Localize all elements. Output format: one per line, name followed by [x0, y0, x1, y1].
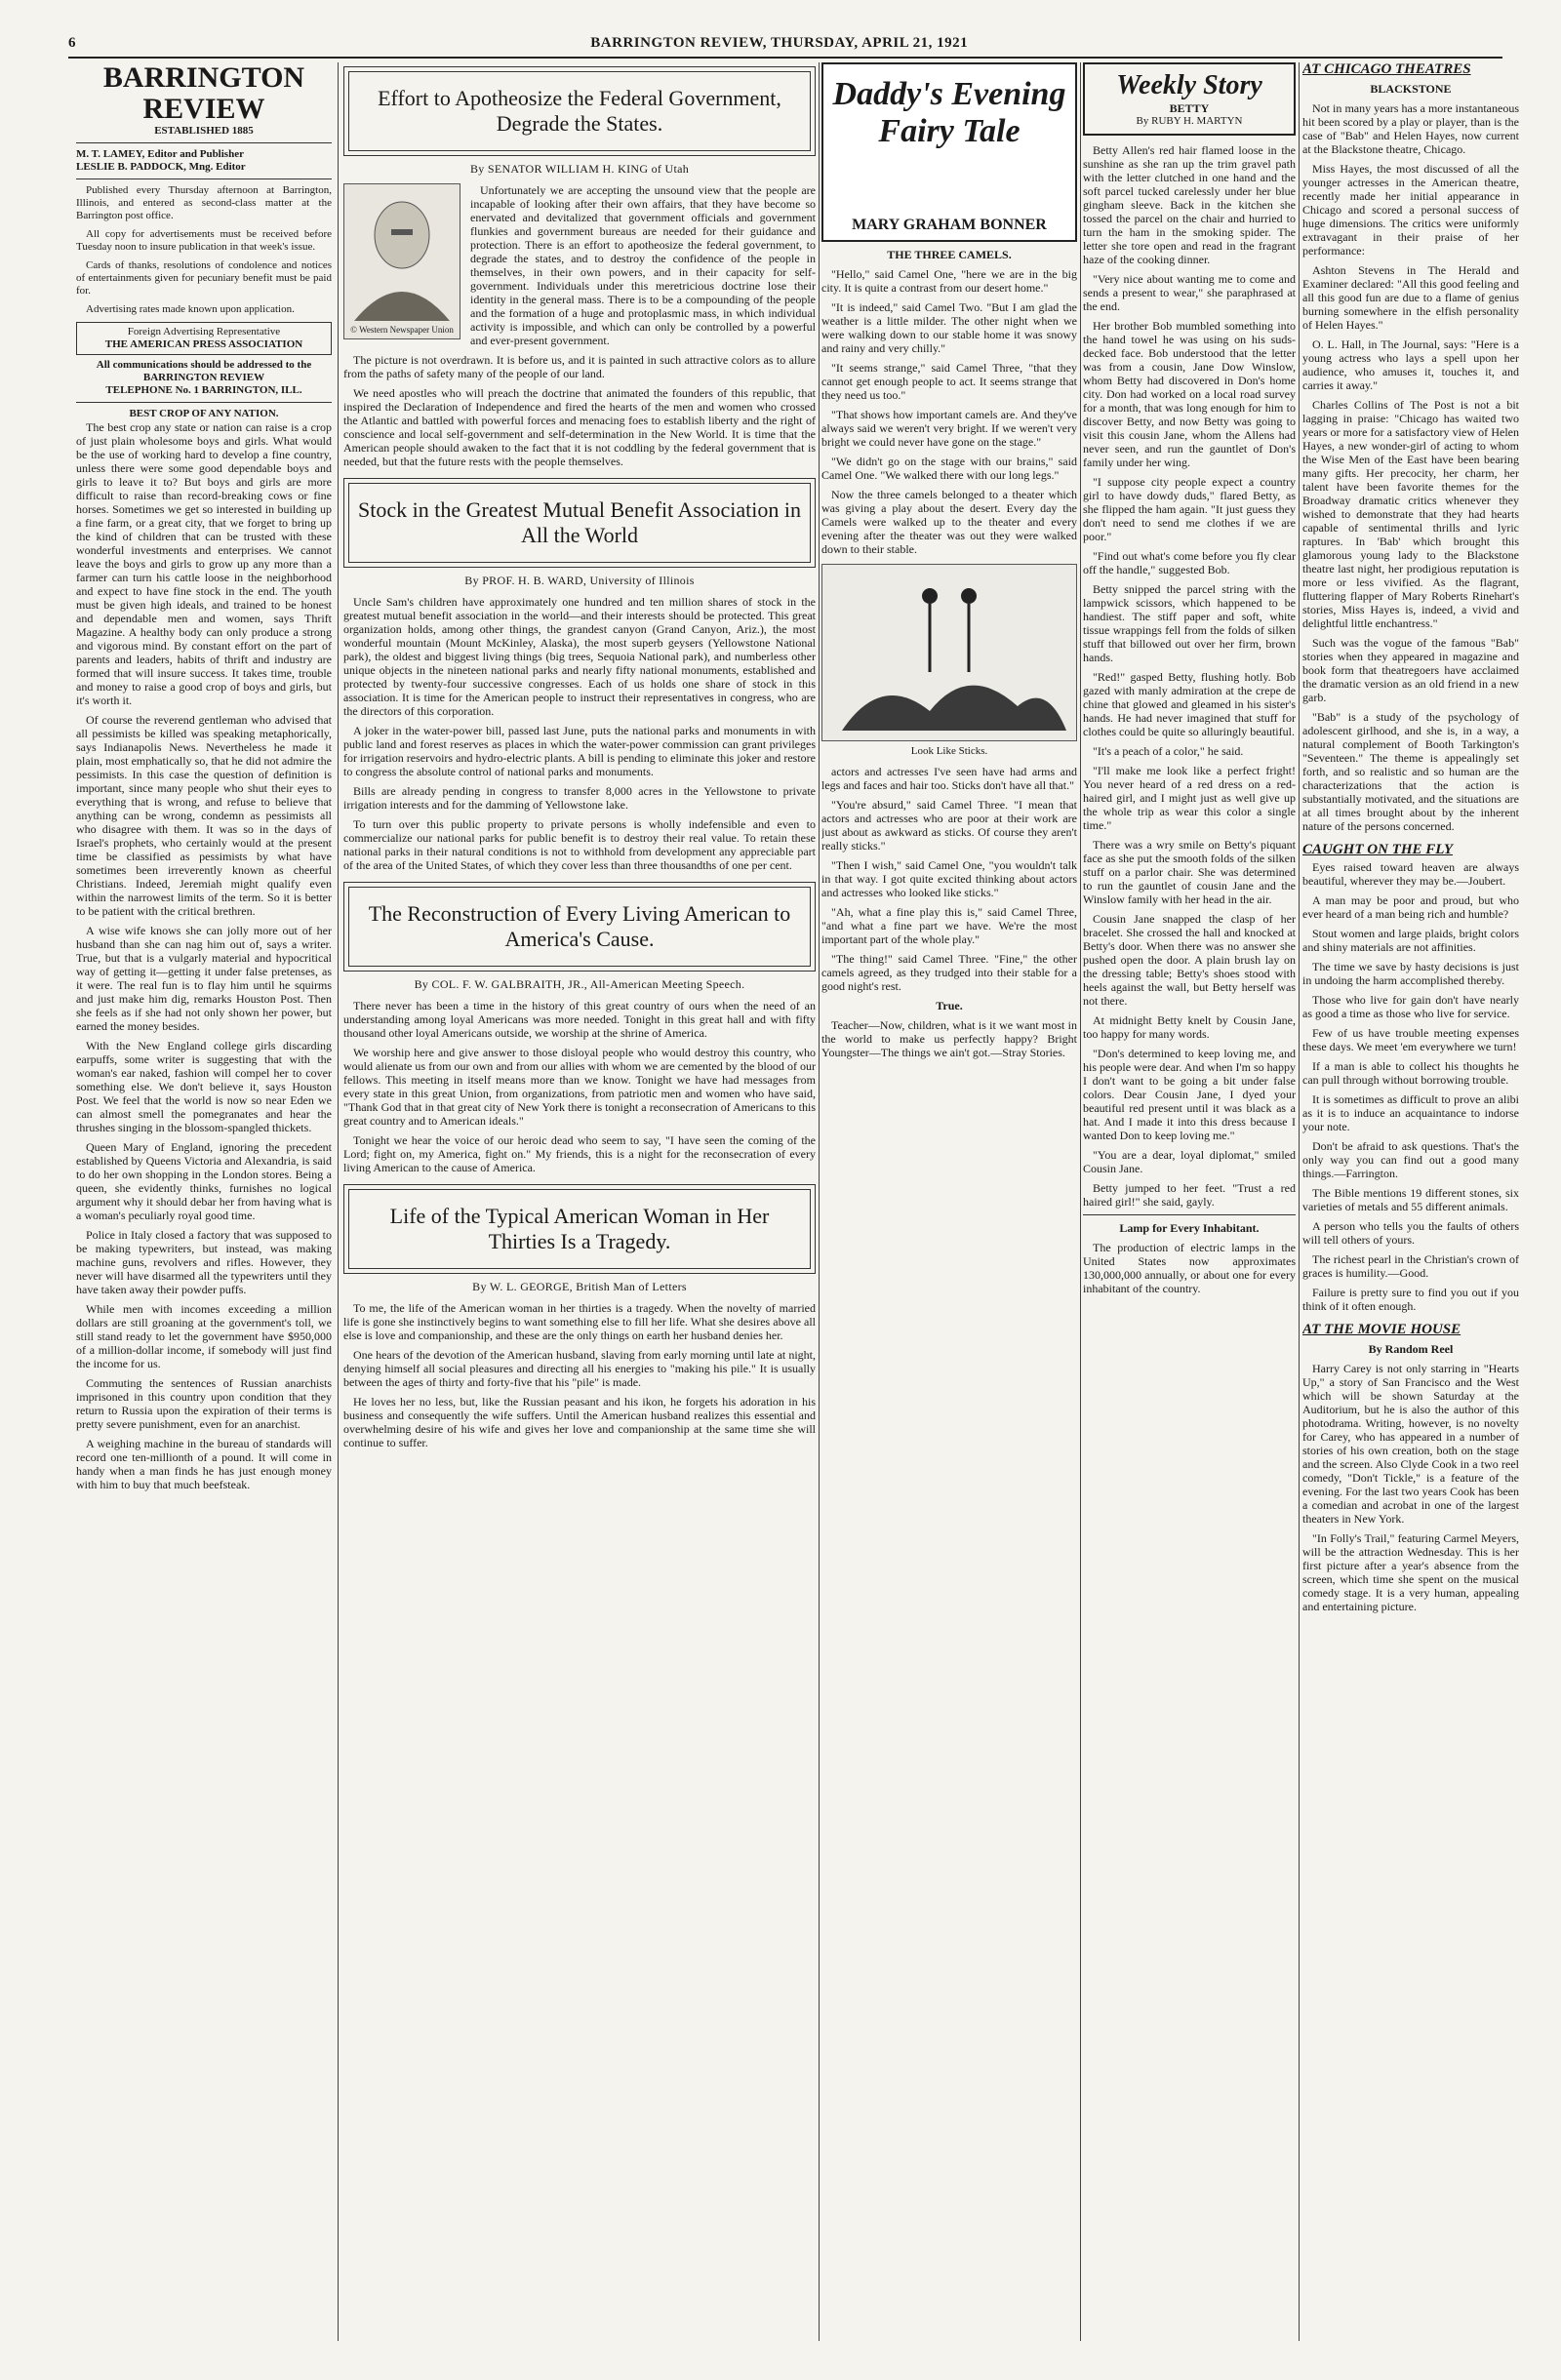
story-paragraph: "Red!" gasped Betty, flushing hotly. Bob gazed with manly admiration at the crepe de chine that glowed and gleamed in his sister's hands. He had never imagined that stuff for clothes could be quite so alluringly beautiful. [1083, 670, 1296, 738]
article-paragraph: Tonight we hear the voice of our heroic dead who seem to say, "I have seen the coming of the Lord; fight on, my America, fight on." My friends, this is a night for the reconsecration of every living American to the cause of America. [343, 1133, 816, 1174]
rates-note: Advertising rates made known upon application. [86, 303, 295, 315]
story-paragraph: "Ah, what a fine play this is," said Camel Three, "and what a fine part we have. We're the most important part of the whole play." [821, 905, 1077, 946]
article-byline: By PROF. H. B. WARD, University of Illinois [464, 574, 695, 587]
story-title: THE THREE CAMELS. [887, 248, 1012, 261]
true-text: Teacher—Now, children, what is it we want most in the world to make us perfectly happy? Bright Youngster—The things we ain't got.—Stray Stories. [821, 1018, 1077, 1059]
article-paragraph: A joker in the water-power bill, passed last June, puts the national parks and monuments in with public land and forest reserves as places in which the water-power commission can grant privileges for irrigation reservoirs and hydro-electric plants. A bill is pending to eliminate this joker and restore to congress the absolute control of national parks and monuments. [343, 724, 816, 778]
foreign-rep-name: THE AMERICAN PRESS ASSOCIATION [104, 338, 303, 350]
story-illustration [821, 564, 1077, 757]
story-paragraph: Cousin Jane snapped the clasp of her bracelet. She crossed the hall and knocked at Betty's door. When there was no answer she pushed open the door. A plain brush lay on the dressing table; Betty's shoes stood with heels against the wall, but Betty herself was not there. [1083, 912, 1296, 1008]
page-number: 6 [68, 35, 76, 51]
article-paragraph: Uncle Sam's children have approximately one hundred and ten million shares of stock in the greatest mutual benefit association in the world—and their interests should be protected. This great organization holds, among other things, the grandest canyon (Grand Canyon, Ariz.), the most wonderful mountain (Mount McKinley, Alaska), the most superb geysers (Yellowstone National park), the oldest and biggest living things (big trees, Sequoia National park), and numberless other unique objects in the nineteen national parks and nearly fifty national monuments, established and protected by twenty-four successive congresses. Each of us holds one share of stock in this association. It is time for the American people to instruct their representatives in congress, who are the directors of this corporation. [343, 595, 816, 718]
article-paragraph: Unfortunately we are accepting the unsound view that the people are incapable of looking after their own affairs, that they have become so enervated and devitalized that government officials and government flunkies and government bureaus are needed for their guidance and protection. There is an effort to apotheosize the federal government, to degrade the states, and to destroy the confidence of the people in themselves, in their own powers, and in their capacity for self-government. Individuals under this meretricious doctrine lose their identity in the general mass. There is to be a compounding of the people and the formation of a huge and protoplasmic mass, in which individual activity is impossible, and which can only be controlled by a powerful and ever-present government. [470, 183, 816, 347]
article-paragraph: We need apostles who will preach the doctrine that animated the founders of this republic, that inspired the Declaration of Independence and fired the hearts of the men and women who crossed the Atlantic and battled with powerful forces and menacing foes to establish liberty and the right of conscience and local self-government and self-determination in the New World. It is time that the American people should awaken to the fact that it is not coddling by the federal government that is needed, but that the future rests with the people themselves. [343, 386, 816, 468]
story-paragraph: "It's a peach of a color," he said. [1093, 744, 1244, 758]
story-paragraph: "Don's determined to keep loving me, and his people were dear. And when I'm so happy I don't want to be going a bit under false colors. Dear Cousin Jane, I dyed your beautiful red present until it was black as a hat. And I made it into this dress because I wanted Don to keep loving me." [1083, 1047, 1296, 1142]
theatre-paragraph: Such was the vogue of the famous "Bab" stories when they appeared in magazine and book form that theatregoers have acclaimed the dramatic version as an old friend in a new garb. [1302, 636, 1519, 704]
theatre-name: BLACKSTONE [1370, 82, 1452, 96]
lamp-text: The production of electric lamps in the United States now approximates 130,000,000 annually, or about one for every inhabitant of the country. [1083, 1241, 1296, 1295]
column-weekly-story [1083, 62, 1296, 2341]
column-fairy-tale [821, 62, 1077, 2341]
cards-note: Cards of thanks, resolutions of condolence and notices of entertainments given for pecuniary benefit must be paid for. [76, 259, 332, 297]
fairy-tale-title-line1: Daddy's Evening [832, 76, 1066, 112]
fairy-tale-author: MARY GRAHAM BONNER [852, 217, 1047, 233]
fairy-tale-header [821, 62, 1077, 242]
editorial-paragraph: The best crop any state or nation can raise is a crop of just plain wholesome boys and girls. What would be the use of working hard to develop a fine country, unless there were some good dependable boys and girls to leave it to? But boys and girls are more difficult to raise than record-breaking cows or fine horses. Sometimes we get so interested in building up a fine farm, or a great city, that we forget to bring up the kind of children that can be trusted with these wonderful investments and enterprises. We cannot leave the boys and girls to grow up any more than a farmer can turn his cattle loose in the neighborhood and expect to have fine stock in the end. The youth must be given high ideals, and trained to be honest and dependable men and women, says Thrift Magazine. A healthy body can only produce a strong and vigorous mind. By constant effort on the part of parents and leaders, habits of thrift and industry are formed that will insure success. It takes time, trouble and money to raise a good crop of boys and girls, but it's worth it. [76, 420, 332, 707]
article-paragraph: We worship here and give answer to those disloyal people who would destroy this country, who would alienate us from our own and from our allies with whom we are cemented by the blood of our fellows. This meeting in itself means more than we know. Tonight we have had messages from every state in this great Union, from organizations, from patriotic men and women who have said, "Thank God that in that great city of New York there is tonight a reconsecration of Americans to this great country and to American ideals." [343, 1046, 816, 1128]
article-headline-box [343, 478, 816, 568]
editorial-paragraph: While men with incomes exceeding a million dollars are still groaning at the government's toll, we still stand ready to let the government have $950,000 of a million-dollar income, if somebody will just find the income for us. [76, 1302, 332, 1370]
theatre-paragraph: Ashton Stevens in The Herald and Examiner declared: "All this good feeling and all this good fun are due to a flame of genius burning somewhere in the elfish personality of Helen Hayes." [1302, 263, 1519, 332]
story-paragraph: Her brother Bob mumbled something into the hand towel he was using on his suds-decked face. Bob understood that the letter was from a cousin, Jane Dow Winslow, whom Betty had discovered in Don's home city. Don had worked on a local road survey for a month, that was long enough for him to discover Betty, and now Betty was going to visit this cousin Jane, whom the Allens had never seen, and run the gauntlet of Don's family under her wing. [1083, 319, 1296, 469]
article-byline: By W. L. GEORGE, British Man of Letters [472, 1280, 687, 1293]
story-paragraph: Now the three camels belonged to a theater which was giving a play about the desert. Every day the Camels were walked up to the theater and every evening after the theater was out they were walked down to their stable. [821, 488, 1077, 556]
article-headline: The Reconstruction of Every Living American to America's Cause. [368, 901, 791, 951]
fairy-tale-title-line2: Fairy Tale [878, 113, 1021, 149]
weekly-story-label: Weekly Story [1116, 70, 1262, 100]
article-headline: Effort to Apotheosize the Federal Government, Degrade the States. [378, 86, 781, 136]
portrait-photo [343, 183, 460, 339]
weekly-story-title: BETTY [1169, 101, 1210, 115]
editorial-title: BEST CROP OF ANY NATION. [129, 408, 279, 419]
address-name: BARRINGTON REVIEW [142, 372, 265, 383]
story-paragraph: Betty snipped the parcel string with the lampwick scissors, which happened to be handiest. The stiff paper and soft, white tissue wrappings fell from the folds of silken stuff that billowed out over her firm, brown hands. [1083, 582, 1296, 664]
nameplate: BARRINGTON REVIEW [102, 62, 305, 125]
article-paragraph: The picture is not overdrawn. It is before us, and it is painted in such attractive colors as to allure from the paths of safety many of the people of our land. [343, 353, 816, 380]
story-paragraph: "Then I wish," said Camel One, "you wouldn't talk in that way. I got quite excited thinking about actors and actresses who looked like sticks." [821, 858, 1077, 899]
true-title: True. [936, 999, 963, 1012]
publication-note: Published every Thursday afternoon at Barrington, Illinois, and entered as second-class matter at the Barrington post office. [76, 184, 332, 221]
fly-item: Those who live for gain don't have nearly as good a time as those who live for service. [1302, 993, 1519, 1020]
article-headline: Stock in the Greatest Mutual Benefit Association in All the World [358, 497, 801, 547]
article-paragraph: To turn over this public property to private persons is wholly indefensible and even to commercialize our national parks for public benefit is to destroy their real value. To retain these national parks in their natural conditions is not to withhold from development any appreciable part of the area of the United States, of which they cover less than three thousandths of one per cent. [343, 817, 816, 872]
section-heading: AT THE MOVIE HOUSE [1302, 1322, 1461, 1337]
column-rule [1299, 62, 1300, 2341]
fly-item: Failure is pretty sure to find you out if you think of it often enough. [1302, 1286, 1519, 1313]
fly-item: It is sometimes as difficult to prove an alibi as it is to induce an acquaintance to indorse your note. [1302, 1092, 1519, 1133]
article-paragraph: Bills are already pending in congress to transfer 8,000 acres in the Yellowstone to private irrigation interests and for the damming of Yellowstone lake. [343, 784, 816, 812]
fly-item: A man may be poor and proud, but who ever heard of a man being rich and humble? [1302, 893, 1519, 921]
story-paragraph: "That shows how important camels are. And they've always said we weren't very bright. If we weren't very bright we could never have gone on the stage." [821, 408, 1077, 449]
managing-editor-line: LESLIE B. PADDOCK, Mng. Editor [76, 161, 246, 173]
fly-item: Stout women and large plaids, bright colors and shiny materials are not affinities. [1302, 927, 1519, 954]
movie-byline: By Random Reel [1368, 1342, 1454, 1356]
column-articles [343, 62, 816, 2341]
column-editorial [76, 62, 332, 2341]
fly-item: Few of us have trouble meeting expenses these days. We meet 'em everywhere we turn! [1302, 1026, 1519, 1053]
masthead [68, 35, 1502, 59]
section-heading: CAUGHT ON THE FLY [1302, 842, 1454, 857]
story-paragraph: "The thing!" said Camel Three. "Fine," the other camels agreed, as they trudged into their stable for a good night's rest. [821, 952, 1077, 993]
article-paragraph: One hears of the devotion of the American husband, slaving from early morning until late at night, denying himself all social pleasures and directing all his energies to "making his pile." It is usually between the ages of thirty and forty-five that his "pile" is made. [343, 1348, 816, 1389]
illustration-caption: Look Like Sticks. [910, 745, 988, 757]
story-paragraph: "Hello," said Camel One, "here we are in the big city. It is quite a contrast from our desert home." [821, 267, 1077, 295]
article-headline-box [343, 66, 816, 156]
fly-item: A person who tells you the faults of others will tell others of yours. [1302, 1219, 1519, 1247]
story-paragraph: Betty Allen's red hair flamed loose in the sunshine as she ran up the trim gravel path with the letter clutched in one hand and the soft parcel tucked carelessly under her blue gingham sleeve. Back in the kitchen she tossed the parcel on the chair and hurried to turn the ham in the smoking spider. The letter she tore open and read in the fragrant haze of the cooking dinner. [1083, 143, 1296, 266]
theatre-paragraph: Not in many years has a more instantaneous hit been scored by a play or player, than is the case of "Bab" and Helen Hayes, now current at the Blackstone theatre, Chicago. [1302, 101, 1519, 156]
camels-illustration-icon [822, 565, 1076, 740]
established: ESTABLISHED 1885 [154, 125, 254, 137]
telephone: TELEPHONE No. 1 BARRINGTON, ILL. [105, 384, 302, 396]
theatre-paragraph: O. L. Hall, in The Journal, says: "Here is a young actress who lays a spell upon her audience, who amuses it, touches it, and carries it away." [1302, 337, 1519, 392]
fly-item: The Bible mentions 19 different stones, six varieties of metals and 55 different animals. [1302, 1186, 1519, 1213]
lamp-title: Lamp for Every Inhabitant. [1119, 1221, 1260, 1235]
editor-line: M. T. LAMEY, Editor and Publisher [76, 148, 244, 160]
fly-item: The richest pearl in the Christian's crown of graces is humility.—Good. [1302, 1252, 1519, 1280]
theatre-paragraph: "Bab" is a study of the psychology of adolescent girlhood, and she is, in a way, a natural complement of Booth Tarkington's "Seventeen." The theme is appealingly set forth, and so realistic and so human are the characterizations that the action is substantially motivated, and the situations are at all times brought about by the inherent nature of the persons concerned. [1302, 710, 1519, 833]
story-paragraph: "It seems strange," said Camel Three, "that they cannot get enough people to act. It seems strange that they need us too." [821, 361, 1077, 402]
theatre-paragraph: Miss Hayes, the most discussed of all the younger actresses in the American theatre, recently made her initial appearance in Chicago and scored a personal success of huge dimensions. The critics were uniformly extravagant in their praise of her performance: [1302, 162, 1519, 258]
weekly-story-header [1083, 62, 1296, 136]
address-label: All communications should be addressed to the [96, 359, 312, 371]
story-paragraph: "I'll make me look like a perfect fright! You never heard of a red dress on a red-haired girl, and I might just as well give up the whole trip as wear this color a single time." [1083, 764, 1296, 832]
story-paragraph: actors and actresses I've seen have had arms and legs and faces and hair too. Sticks don't have all that." [821, 765, 1077, 792]
story-paragraph: "We didn't go on the stage with our brains," said Camel One. "We walked there with our long legs." [821, 455, 1077, 482]
fly-item: Don't be afraid to ask questions. That's the only way you can find out a good many things.—Farrington. [1302, 1139, 1519, 1180]
column-rule [819, 62, 820, 2341]
article-headline-box [343, 882, 816, 972]
article-byline: By SENATOR WILLIAM H. KING of Utah [469, 162, 690, 176]
article-paragraph: He loves her no less, but, like the Russian peasant and his ikon, he forgets his adoration in his business and consequently the wife suffers. Until the American husband realizes this essential and overwhelming desire of his wife and gives her love and companionship at the same time she will continue to suffer. [343, 1395, 816, 1449]
article-headline-box [343, 1184, 816, 1274]
story-paragraph: "Find out what's come before you fly clear off the handle," suggested Bob. [1083, 549, 1296, 576]
editorial-paragraph: With the New England college girls discarding earpuffs, some writer is suggesting that with the woman's ear naked, fashion will compel her to cover something else. We don't believe it, says Houston Post. We feel that the world is now so near Eden we can almost smell the pomegranates and hear the thrushes singing in the blossom-spangled thickets. [76, 1039, 332, 1134]
column-theatres [1302, 62, 1519, 2341]
movie-paragraph: Harry Carey is not only starring in "Hearts Up," a story of San Francisco and the West which will be shown Saturday at the Auditorium, but he is also the author of this photodrama. Writing, however, is no novelty for Carey, who has appeared in a number of stories of his own creation, both on the stage and the screen. Also Clyde Cook in a two reel comedy, "Don't Tickle," is a feature of the evening. For the last two years Cook has been a comedian and acrobat in one of the largest theaters in New York. [1302, 1362, 1519, 1526]
fly-item: The time we save by hasty decisions is just in undoing the harm accomplished thereby. [1302, 960, 1519, 987]
editorial-paragraph: A wise wife knows she can jolly more out of her husband than she can nag him out of, says a writer. True, but that is a vulgarly material and hypocritical way of getting it—getting it under false pretenses, as it were. The real fun is to flay him until he squirms and just make him dig, remarks Houston Post. Then she feels as if she had not only shown her power, but earned the money besides. [76, 924, 332, 1033]
story-paragraph: There was a wry smile on Betty's piquant face as she put the smooth folds of the silken stuff on a parlor chair. She was determined to run the gauntlet of cousin Jane and the Winslow family with her head in the air. [1083, 838, 1296, 906]
story-paragraph: "You are a dear, loyal diplomat," smiled Cousin Jane. [1083, 1148, 1296, 1175]
article-headline: Life of the Typical American Woman in Her Thirties Is a Tragedy. [389, 1204, 770, 1253]
section-heading: AT CHICAGO THEATRES [1302, 62, 1471, 77]
article-paragraph: To me, the life of the American woman in her thirties is a tragedy. When the novelty of married life is gone she instinctively begins to want something else to fill her life. What she desires above all else is love and companionship, and these are the only things on earth her husband denies her. [343, 1301, 816, 1342]
fly-item: Eyes raised toward heaven are always beautiful, wherever they may be.—Joubert. [1302, 860, 1519, 888]
story-paragraph: Betty jumped to her feet. "Trust a red haired girl!" she said, gayly. [1083, 1181, 1296, 1209]
editorial-paragraph: Of course the reverend gentleman who advised that all pessimists be killed was speaking metaphorically, says Indianapolis News. Nevertheless he made it plain, most emphatically so, that he did not admire the pessimists. In this case the question of definition is important, since many people who shut their eyes to everything that is wrong, and refuse to believe that anything can be wrong, condemn as pessimists all who disagree with them. It was so in the days of Israel's prophets, who certainly would at the present time be classified as pessimists by what have sometimes been irreverently known as cheerful Christians. Indeed, Jeremiah might qualify even within the narrowest limits of the term. So it is better to be patient with the critical brethren. [76, 713, 332, 918]
story-paragraph: "Very nice about wanting me to come and sends a present to wear," she paraphrased at the end. [1083, 272, 1296, 313]
story-paragraph: At midnight Betty knelt by Cousin Jane, too happy for many words. [1083, 1013, 1296, 1041]
editorial-paragraph: Queen Mary of England, ignoring the precedent established by Queens Victoria and Alexandria, is said to do her own shopping in the London stores. Being a queen, she evidently thinks, furnishes no logical argument why it should debar her from having what is a woman's peculiarly royal good time. [76, 1140, 332, 1222]
portrait-caption: © Western Newspaper Union [350, 325, 454, 335]
editorial-paragraph: A weighing machine in the bureau of standards will record one ten-millionth of a pound. It will come in handy when a man finds he has just enough money with him to buy that much beefsteak. [76, 1437, 332, 1491]
portrait-icon [344, 184, 460, 321]
movie-paragraph: "In Folly's Trail," featuring Carmel Meyers, will be the attraction Wednesday. This is her first picture after a year's absence from the screen, which time she spent on the musical comedy stage. It is a very human, appealing and entertaining picture. [1302, 1531, 1519, 1613]
foreign-rep-label: Foreign Advertising Representative [127, 326, 281, 337]
weekly-story-author: By RUBY H. MARTYN [1136, 115, 1243, 127]
column-rule [338, 62, 339, 2341]
masthead-title: BARRINGTON REVIEW, THURSDAY, APRIL 21, 1921 [590, 35, 969, 51]
foreign-rep-box [76, 322, 332, 355]
editorial-paragraph: Commuting the sentences of Russian anarchists imprisoned in this country upon condition that they return to Russia upon the expiration of their terms is pretty severe punishment, even for an anarchist. [76, 1376, 332, 1431]
story-paragraph: "I suppose city people expect a country girl to have dowdy duds," flared Betty, as she flipped the ham again. "It just guess they don't need to send me clothes if we are poor." [1083, 475, 1296, 543]
copy-note: All copy for advertisements must be received before Tuesday noon to insure publication in that week's issue. [76, 228, 332, 253]
editorial-paragraph: Police in Italy closed a factory that was supposed to be making typewriters, but instead, was making machine guns, revolvers and rifles. However, they never will have disarmed all the typewriters until they have taken away their powder puffs. [76, 1228, 332, 1296]
story-paragraph: "It is indeed," said Camel Two. "But I am glad the weather is a little milder. The other night when we were walking down to our stable home it was snowy and rainy and very chilly." [821, 300, 1077, 355]
article-paragraph: There never has been a time in the history of this great country of ours when the need of an understanding among loyal Americans was more needed. Tonight in this great hall and with fifty thousand other loyal Americans outside, we worship at the shrine of America. [343, 999, 816, 1040]
story-paragraph: "You're absurd," said Camel Three. "I mean that actors and actresses who are poor at their work are just about as awkward as sticks. Of course they aren't really sticks." [821, 798, 1077, 853]
fly-item: If a man is able to collect his thoughts he can pull through without borrowing trouble. [1302, 1059, 1519, 1087]
column-rule [1080, 62, 1081, 2341]
theatre-paragraph: Charles Collins of The Post is not a bit lagging in praise: "Chicago has waited two years or more for a satisfactory view of Helen Hayes, a new wonder-girl of acting to whom the Wise Men of the East have been bearing many gifts. Her precocity, her charm, her talent have been favorite themes for the Broadway dramatic critics whenever they wished to demonstrate that they had hearts capable of sentimental thrills and lyric raptures. In 'Bab' which brought this glamorous young lady to the Blackstone theatre last night, her prodigious reputation is more or less vivified. As the flagrant, fluttering flapper of Mary Roberts Rinehart's stories, Miss Hayes is, indeed, a vivid and delightful little enchantress." [1302, 398, 1519, 630]
article-byline: By COL. F. W. GALBRAITH, JR., All-American Meeting Speech. [414, 977, 745, 991]
